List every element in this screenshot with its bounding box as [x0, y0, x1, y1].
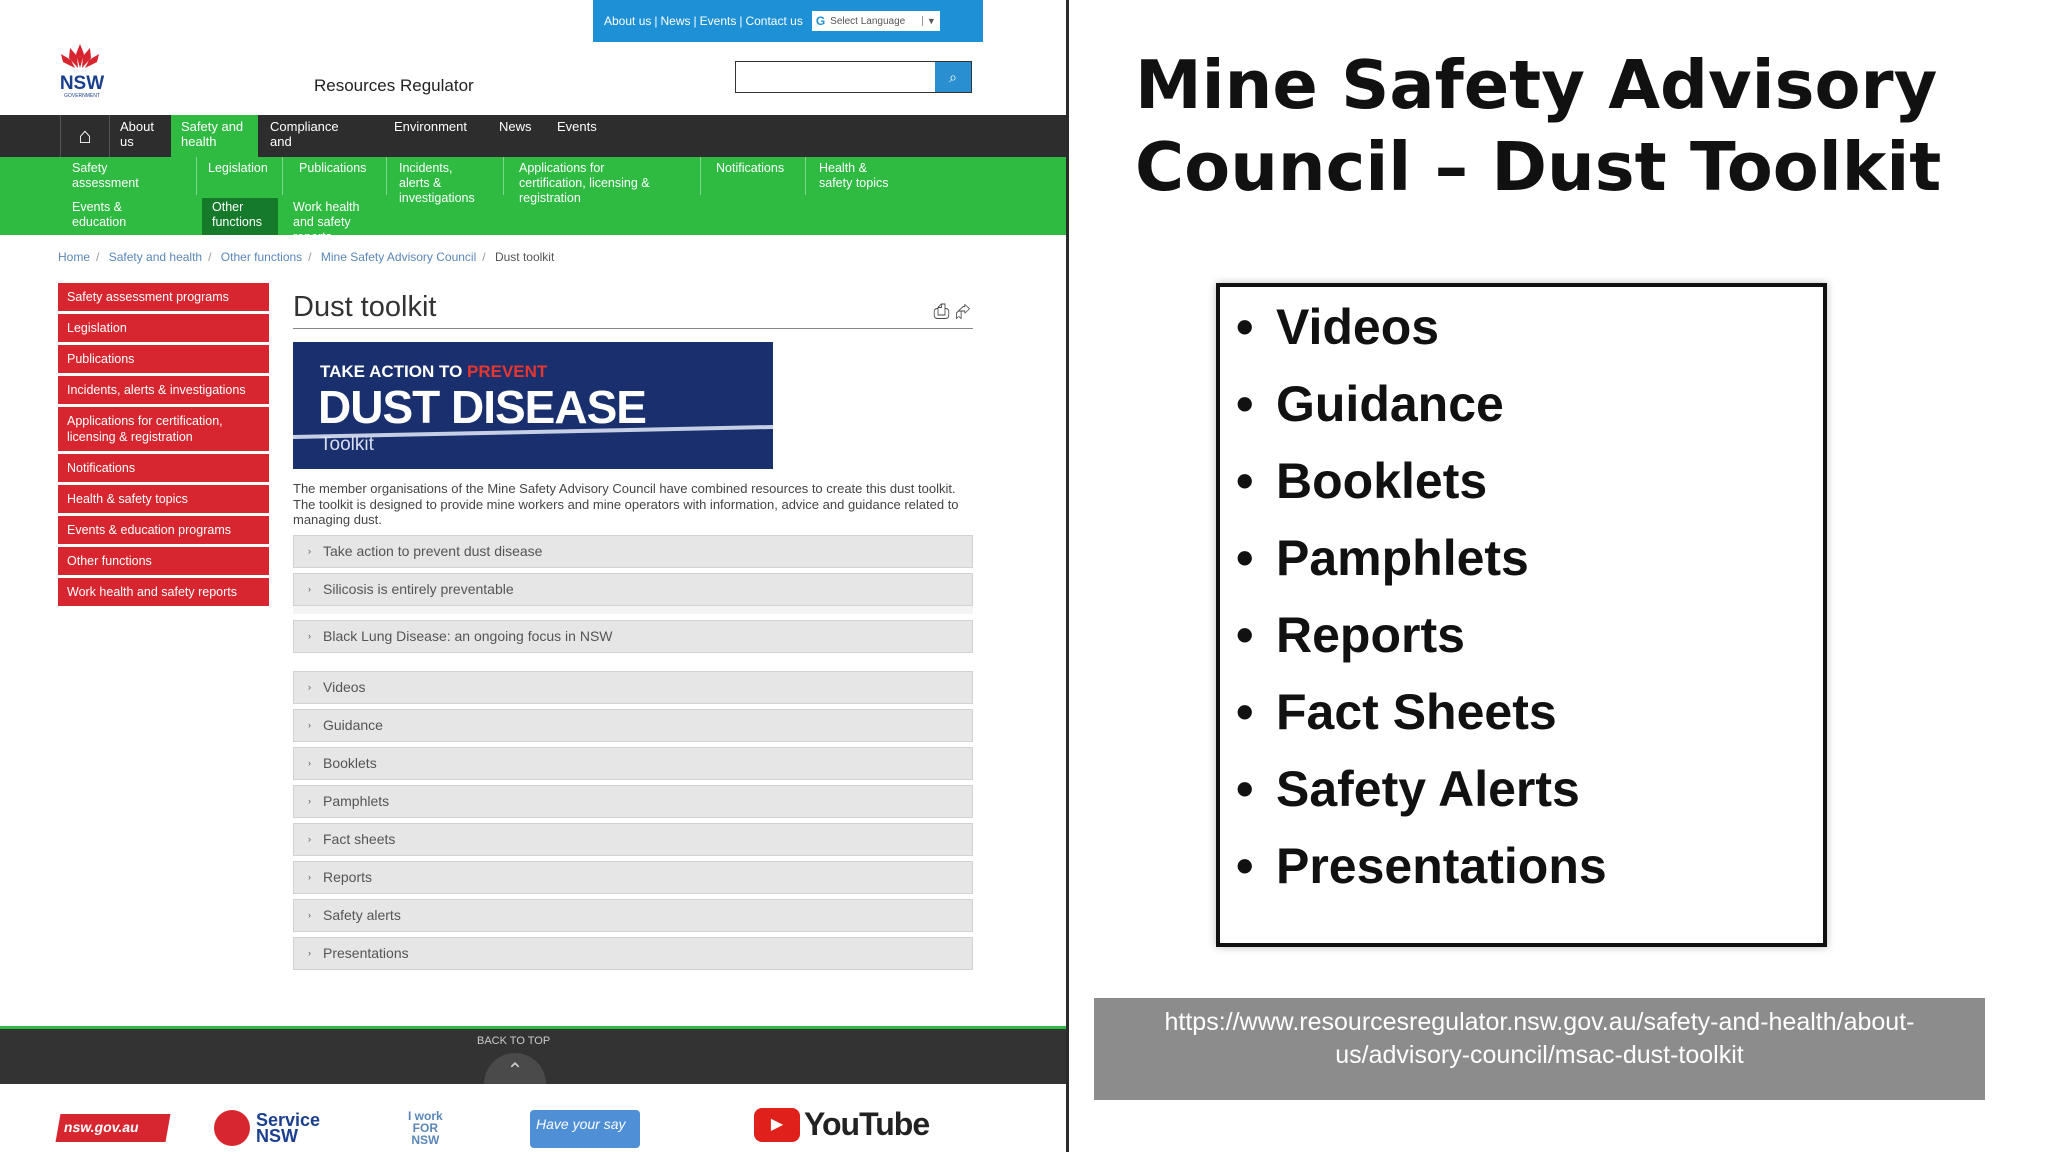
subnav-legislation[interactable]: Legislation — [208, 161, 268, 175]
site-search — [735, 61, 972, 93]
play-icon: ▶ — [754, 1108, 800, 1142]
chevron-right-icon: › — [308, 584, 311, 594]
nsw-logo[interactable] — [57, 42, 107, 99]
page-title: Dust toolkit — [293, 291, 437, 323]
i-work-for-nsw-logo[interactable]: I work FOR NSW — [408, 1109, 443, 1147]
chevron-down-icon: ▼ — [922, 16, 936, 26]
subnav-applications[interactable]: Applications for certification, licensing & registration — [519, 161, 650, 205]
slide-divider — [1066, 0, 1069, 1152]
nav-item-news[interactable]: News — [499, 119, 532, 134]
intro-text: The member organisations of the Mine Safety Advisory Council have combined resources to create this dust toolkit. The toolkit is designed to provide mine workers and mine operators with information, advice and guidance related to managing dust. — [293, 481, 959, 527]
banner-line2: DUST DISEASE — [318, 381, 646, 433]
slide-title: Mine Safety Advisory Council – Dust Toolkit — [1135, 46, 1942, 206]
agency-name: Resources Regulator — [314, 76, 474, 95]
resource-list-box — [1216, 283, 1827, 947]
side-menu-item[interactable]: Health & safety topics — [58, 485, 269, 513]
accordion-item[interactable]: › Silicosis is entirely preventable — [293, 573, 973, 606]
banner-line3: Toolkit — [320, 434, 374, 455]
accordion-item[interactable]: › Videos — [293, 671, 973, 704]
nav-item-compliance[interactable]: Compliance and — [270, 119, 339, 149]
side-menu-item[interactable]: Other functions — [58, 547, 269, 575]
source-url[interactable]: https://www.resourcesregulator.nsw.gov.au/safety-and-health/about-us/advisory-council/msac-dust-toolkit — [1094, 998, 1985, 1100]
back-to-top-label[interactable]: BACK TO TOP — [477, 1035, 551, 1047]
search-icon: ⌕ — [949, 68, 957, 85]
utility-link-events[interactable]: Events — [699, 14, 737, 28]
search-input[interactable] — [736, 62, 935, 92]
breadcrumb-current: Dust toolkit — [494, 250, 555, 264]
share-icon[interactable]: ⮳ — [955, 301, 971, 323]
nav-item-events[interactable]: Events — [557, 119, 597, 134]
utility-bar: About us | News | Events | Contact us G Select Language ▼ — [593, 0, 983, 42]
page-tools — [933, 301, 973, 324]
nsw-gov-logo[interactable]: nsw.gov.au — [56, 1114, 171, 1142]
breadcrumb-msac[interactable]: Mine Safety Advisory Council — [320, 250, 477, 264]
side-menu-item[interactable]: Work health and safety reports — [58, 578, 269, 606]
subnav-safety-assessment[interactable]: Safety assessment — [72, 161, 139, 190]
list-item: • Videos — [1236, 299, 1440, 355]
chevron-right-icon: › — [308, 546, 311, 556]
subnav-events-education[interactable]: Events & education — [72, 200, 127, 229]
chevron-right-icon: › — [308, 872, 311, 882]
side-menu-item[interactable]: Incidents, alerts & investigations — [58, 376, 269, 404]
waratah-icon — [57, 42, 103, 70]
google-translate-icon: G — [815, 14, 826, 28]
list-item: • Fact Sheets — [1236, 684, 1557, 740]
accordion-item[interactable]: › Booklets — [293, 747, 973, 780]
side-menu — [58, 283, 269, 609]
chevron-right-icon: › — [308, 796, 311, 806]
accordion-item[interactable]: › Fact sheets — [293, 823, 973, 856]
side-menu-item[interactable]: Safety assessment programs — [58, 283, 269, 311]
subnav-whs-reports[interactable]: Work health and safety reports — [293, 200, 360, 244]
chevron-right-icon: › — [308, 682, 311, 692]
list-item: • Booklets — [1236, 453, 1488, 509]
service-nsw-logo[interactable]: Service NSW — [214, 1110, 320, 1146]
sub-nav — [0, 157, 1066, 244]
chevron-right-icon: › — [308, 948, 311, 958]
youtube-logo[interactable]: ▶ YouTube — [754, 1106, 929, 1143]
breadcrumb-other[interactable]: Other functions — [220, 250, 303, 264]
chevron-up-icon[interactable]: ⌃ — [484, 1053, 546, 1115]
language-select[interactable] — [812, 11, 940, 31]
utility-link-news[interactable]: News — [660, 14, 691, 28]
accordion-item[interactable]: › Reports — [293, 861, 973, 894]
list-item: • Safety Alerts — [1236, 761, 1580, 817]
home-icon[interactable]: ⌂ — [60, 115, 110, 157]
service-nsw-icon — [214, 1110, 250, 1146]
breadcrumb: Home / Safety and health / Other functions / Mine Safety Advisory Council / Dust toolkit — [58, 250, 555, 264]
accordion-item[interactable]: › Black Lung Disease: an ongoing focus in NSW — [293, 620, 973, 653]
side-menu-item[interactable]: Publications — [58, 345, 269, 373]
accordion-item[interactable]: › Presentations — [293, 937, 973, 970]
list-item: • Reports — [1236, 607, 1465, 663]
list-item: • Pamphlets — [1236, 530, 1529, 586]
breadcrumb-home[interactable]: Home — [58, 250, 91, 264]
subnav-publications[interactable]: Publications — [299, 161, 367, 175]
accordion-item[interactable]: › Pamphlets — [293, 785, 973, 818]
footer-bar — [0, 1026, 1066, 1084]
subnav-health-topics[interactable]: Health & safety topics — [819, 161, 889, 190]
logo-subtext: GOVERNMENT — [64, 93, 100, 99]
main-nav — [0, 115, 1066, 157]
subnav-other-functions[interactable]: Other functions — [202, 198, 278, 235]
print-icon[interactable]: ⎙ — [933, 301, 950, 323]
utility-link-about[interactable]: About us — [604, 14, 652, 28]
side-menu-item[interactable]: Applications for certification, licensing & registration — [58, 407, 269, 451]
dust-disease-banner — [293, 342, 773, 469]
accordion-list — [293, 535, 973, 970]
chevron-right-icon: › — [308, 910, 311, 920]
side-menu-item[interactable]: Legislation — [58, 314, 269, 342]
main-content — [293, 283, 973, 975]
language-select-label: Select Language — [830, 15, 906, 27]
have-your-say-logo[interactable]: Have your say — [530, 1110, 640, 1148]
chevron-right-icon: › — [308, 631, 311, 641]
accordion-item[interactable]: › Take action to prevent dust disease — [293, 535, 973, 568]
subnav-incidents[interactable]: Incidents, alerts & investigations — [399, 161, 475, 205]
search-button[interactable] — [935, 62, 971, 92]
chevron-right-icon: › — [308, 758, 311, 768]
nav-item-about[interactable]: About us — [120, 119, 154, 149]
banner-line1: TAKE ACTION TO PREVENT — [320, 362, 548, 381]
accordion-item[interactable]: › Guidance — [293, 709, 973, 742]
nav-item-safety-health[interactable]: Safety and health — [171, 115, 258, 157]
side-menu-item[interactable]: Events & education programs — [58, 516, 269, 544]
subnav-notifications[interactable]: Notifications — [716, 161, 785, 175]
accordion-item[interactable]: › Safety alerts — [293, 899, 973, 932]
footer-logos — [0, 1084, 1066, 1152]
utility-link-contact[interactable]: Contact us — [745, 14, 803, 28]
chevron-right-icon: › — [308, 720, 311, 730]
chevron-right-icon: › — [308, 834, 311, 844]
breadcrumb-safety[interactable]: Safety and health — [108, 250, 203, 264]
logo-text: NSW — [59, 73, 105, 94]
page-title-row — [293, 283, 973, 329]
list-item: • Presentations — [1236, 838, 1607, 894]
side-menu-item[interactable]: Notifications — [58, 454, 269, 482]
list-item: • Guidance — [1236, 376, 1504, 432]
nav-item-environment[interactable]: Environment — [394, 119, 467, 134]
